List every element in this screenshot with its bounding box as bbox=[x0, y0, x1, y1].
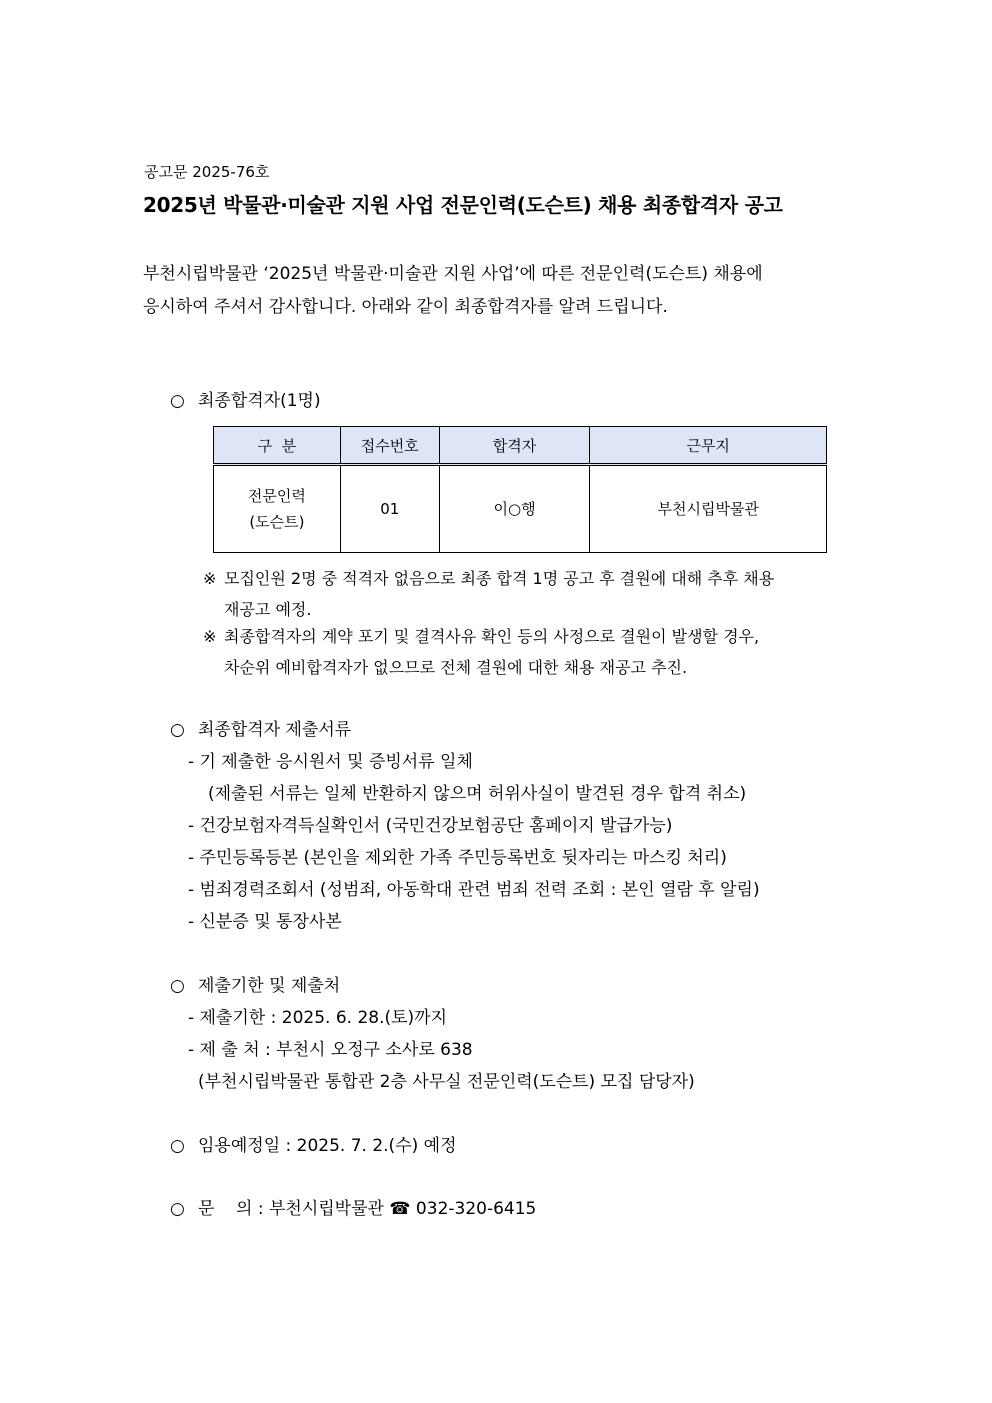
circle-bullet: ○ bbox=[170, 720, 185, 740]
note-line: 최종합격자의 계약 포기 및 결격사유 확인 등의 사정으로 결원이 발생할 경우, bbox=[224, 627, 760, 646]
section-deadline bbox=[170, 971, 340, 996]
list-item-note: (제출된 서류는 일체 반환하지 않으며 허위사실이 발견된 경우 합격 취소) bbox=[208, 784, 747, 804]
note-2 bbox=[203, 621, 855, 683]
cell-name: 이○행 bbox=[439, 465, 590, 553]
list-item: - 범죄경력조회서 (성범죄, 아동학대 관련 범죄 전력 조회 : 본인 열람 후 알림) bbox=[188, 880, 760, 900]
category-line: (도슨트) bbox=[249, 513, 305, 531]
header-name: 합격자 bbox=[439, 427, 590, 465]
reference-mark: ※ bbox=[203, 627, 217, 646]
note-1 bbox=[203, 563, 855, 625]
section-documents bbox=[170, 715, 351, 740]
header-category: 구 분 bbox=[214, 427, 341, 465]
cell-category bbox=[214, 465, 341, 553]
circle-bullet: ○ bbox=[170, 1136, 185, 1156]
list-item: - 신분증 및 통장사본 bbox=[188, 912, 342, 932]
section-heading: 최종합격자 제출서류 bbox=[198, 720, 352, 740]
header-workplace: 근무지 bbox=[590, 427, 827, 465]
list-item: - 제출기한 : 2025. 6. 28.(토)까지 bbox=[188, 1008, 448, 1028]
category-line: 전문인력 bbox=[247, 487, 306, 505]
cell-reg-no: 01 bbox=[340, 465, 439, 553]
intro-paragraph bbox=[143, 258, 855, 324]
list-item: - 제 출 처 : 부천시 오정구 소사로 638 bbox=[188, 1040, 473, 1060]
section-contact bbox=[170, 1194, 536, 1219]
header-reg-no: 접수번호 bbox=[340, 427, 439, 465]
list-item: - 건강보험자격득실확인서 (국민건강보험공단 홈페이지 발급가능) bbox=[188, 816, 673, 836]
circle-bullet: ○ bbox=[170, 976, 185, 996]
section-heading: 임용예정일 : 2025. 7. 2.(수) 예정 bbox=[198, 1136, 457, 1156]
cell-workplace: 부천시립박물관 bbox=[590, 465, 827, 553]
intro-line: 부천시립박물관 ‘2025년 박물관·미술관 지원 사업’에 따른 전문인력(도슨트) 채용에 bbox=[143, 264, 763, 284]
circle-bullet: ○ bbox=[170, 1199, 185, 1219]
section-start-date bbox=[170, 1131, 457, 1156]
list-item: - 기 제출한 응시원서 및 증빙서류 일체 bbox=[188, 752, 473, 772]
note-line: 차순위 예비합격자가 없으므로 전체 결원에 대한 채용 재공고 추진. bbox=[224, 658, 688, 677]
page-title: 2025년 박물관·미술관 지원 사업 전문인력(도슨트) 채용 최종합격자 공고 bbox=[143, 193, 783, 217]
note-line: 재공고 예정. bbox=[224, 600, 312, 619]
section-heading: 문 의 : 부천시립박물관 ☎ 032-320-6415 bbox=[198, 1199, 537, 1219]
note-line: 모집인원 2명 중 적격자 없음으로 최종 합격 1명 공고 후 결원에 대해 추후 채용 bbox=[224, 569, 775, 588]
table-row bbox=[214, 465, 827, 553]
intro-line: 응시하여 주셔서 감사합니다. 아래와 같이 최종합격자를 알려 드립니다. bbox=[143, 297, 668, 317]
results-table bbox=[213, 426, 827, 553]
notice-number: 공고문 2025-76호 bbox=[144, 163, 270, 181]
section-heading: 최종합격자(1명) bbox=[198, 391, 321, 411]
list-item-note: (부천시립박물관 통합관 2층 사무실 전문인력(도슨트) 모집 담당자) bbox=[198, 1072, 695, 1092]
list-item: - 주민등록등본 (본인을 제외한 가족 주민등록번호 뒷자리는 마스킹 처리) bbox=[188, 848, 727, 868]
circle-bullet: ○ bbox=[170, 391, 185, 411]
section-final-applicants bbox=[170, 386, 321, 411]
table-header-row bbox=[214, 427, 827, 465]
reference-mark: ※ bbox=[203, 569, 217, 588]
section-heading: 제출기한 및 제출처 bbox=[198, 976, 341, 996]
